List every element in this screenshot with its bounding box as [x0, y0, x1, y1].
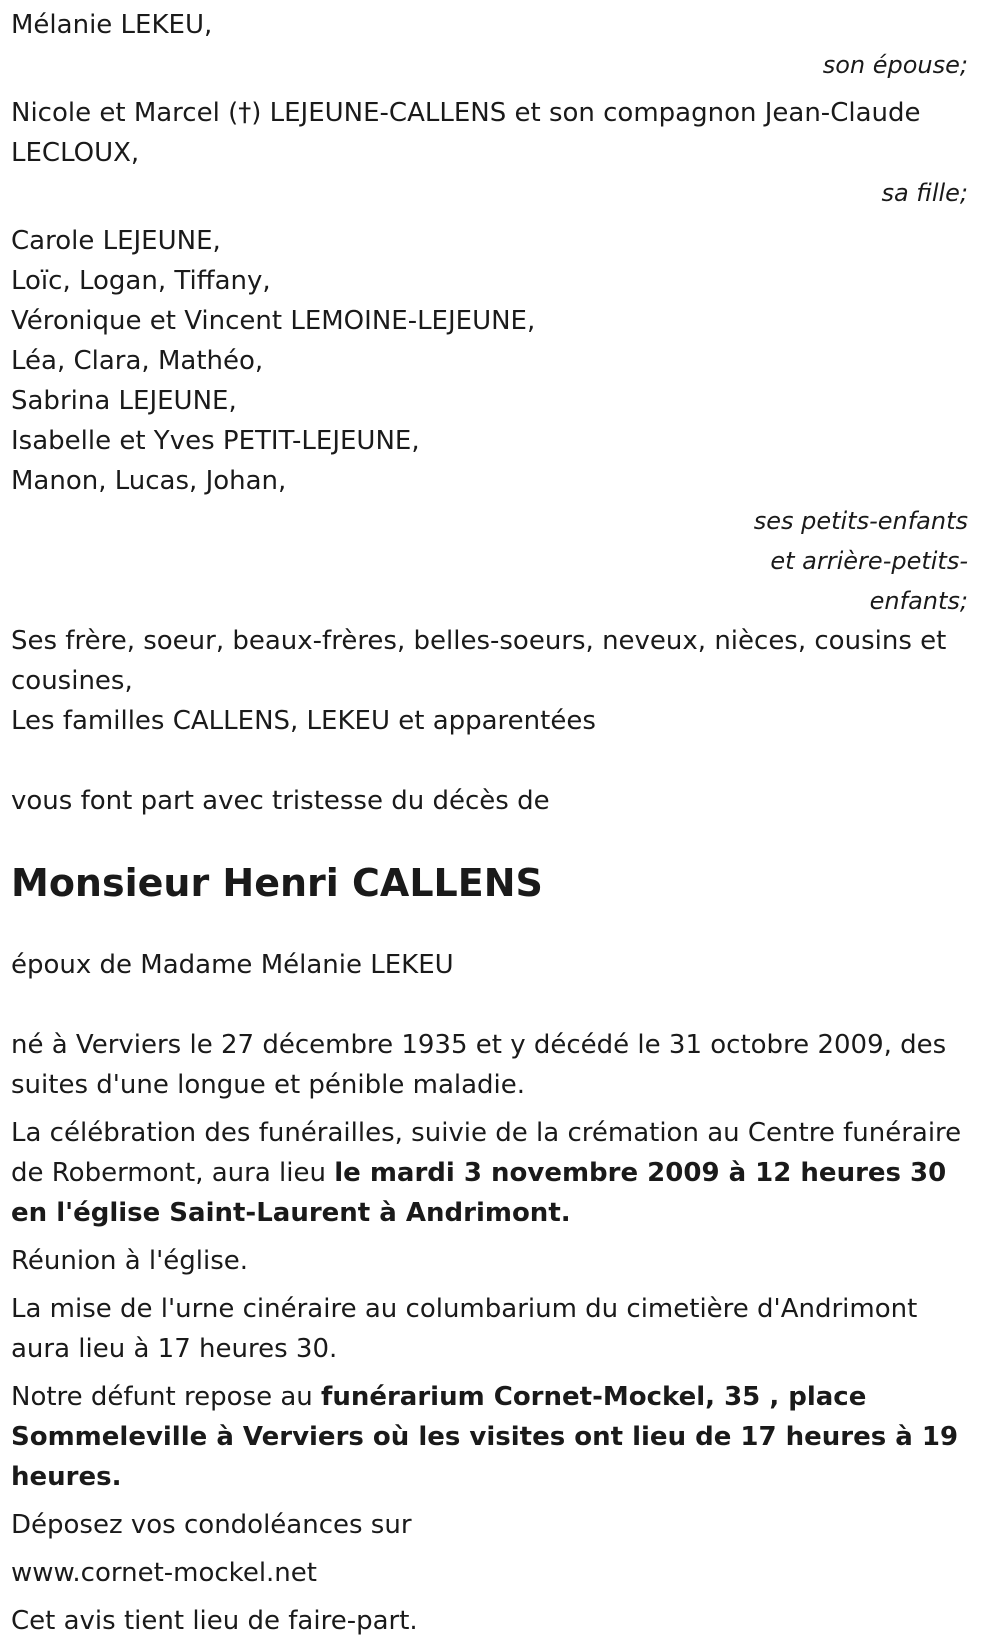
rest-place: funérarium Cornet-Mockel, 35 , place Sommeleville à Verviers où les visites ont lieu de 17 heures à 19 heures.: [11, 1382, 959, 1492]
grandchild-line: Carole LEJEUNE,: [11, 226, 221, 256]
daughter-name: Nicole et Marcel (†) LEJEUNE-CALLENS et son compagnon Jean-Claude LECLOUX,: [11, 98, 921, 168]
relatives-line: Ses frère, soeur, beaux-frères, belles-soeurs, neveux, nièces, cousins et cousines,: [11, 626, 947, 696]
grandchild-line: Léa, Clara, Mathéo,: [11, 346, 264, 376]
spouse-line: époux de Madame Mélanie LEKEU: [11, 950, 454, 980]
announcement: vous font part avec tristesse du décès de: [11, 786, 550, 816]
grandchild-line: Sabrina LEJEUNE,: [11, 386, 237, 416]
birth-death-line: né à Verviers le 27 décembre 1935 et y décédé le 31 octobre 2009, des suites d'une longue et pénible maladie.: [11, 1030, 947, 1100]
wife-role: son épouse;: [822, 51, 968, 79]
closing-line: Cet avis tient lieu de faire-part.: [11, 1606, 418, 1636]
grandchildren-list: [11, 221, 968, 501]
condolences-website[interactable]: www.cornet-mockel.net: [11, 1558, 317, 1588]
rest-intro: Notre défunt repose au: [11, 1382, 322, 1412]
condolences-text: Déposez vos condoléances sur: [11, 1510, 412, 1540]
urn-paragraph: La mise de l'urne cinéraire au columbarium du cimetière d'Andrimont aura lieu à 17 heures 30.: [11, 1294, 918, 1364]
grandchild-line: Isabelle et Yves PETIT-LEJEUNE,: [11, 426, 420, 456]
families-line: Les familles CALLENS, LEKEU et apparentées: [11, 706, 596, 736]
deceased-name: Monsieur Henri CALLENS: [11, 861, 543, 905]
funeral-intro: La célébration des funérailles, suivie de la crémation au Centre funéraire de Robermont, aura lieu: [11, 1118, 962, 1188]
daughter-role: sa fille;: [881, 179, 968, 207]
rest-paragraph: [11, 1377, 968, 1497]
grandchildren-role: ses petits-enfants et arrière-petits-enfants;: [753, 507, 968, 615]
grandchild-line: Loïc, Logan, Tiffany,: [11, 266, 271, 296]
grandchild-line: Véronique et Vincent LEMOINE-LEJEUNE,: [11, 306, 536, 336]
funeral-paragraph: [11, 1113, 968, 1233]
wife-name: Mélanie LEKEU,: [11, 10, 213, 40]
grandchild-line: Manon, Lucas, Johan,: [11, 466, 287, 496]
funeral-when-where: le mardi 3 novembre 2009 à 12 heures 30 en l'église Saint-Laurent à Andrimont.: [11, 1158, 947, 1228]
meeting-line: Réunion à l'église.: [11, 1246, 249, 1276]
